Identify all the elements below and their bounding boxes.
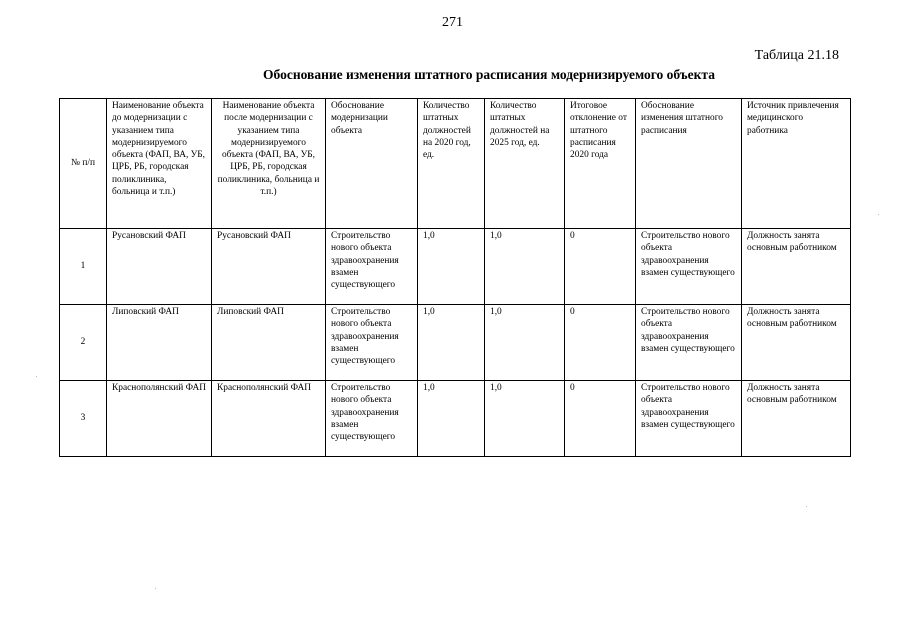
worker-source: Должность занята основным работником bbox=[742, 381, 851, 457]
modernization-reason: Строительство нового объекта здравоохранения взамен существующего bbox=[326, 305, 418, 381]
object-after: Липовский ФАП bbox=[212, 305, 326, 381]
staff-2025: 1,0 bbox=[485, 305, 565, 381]
worker-source: Должность занята основным работником bbox=[742, 305, 851, 381]
object-before: Липовский ФАП bbox=[107, 305, 212, 381]
page-number: 271 bbox=[442, 15, 463, 30]
staff-change-reason: Строительство нового объекта здравоохранения взамен существующего bbox=[636, 381, 742, 457]
object-before: Русановский ФАП bbox=[107, 229, 212, 305]
document-title: Обоснование изменения штатного расписания модернизируемого объекта bbox=[263, 67, 715, 82]
header-deviation: Итоговое отклонение от штатного расписания 2020 года bbox=[565, 99, 636, 229]
staff-2020: 1,0 bbox=[418, 229, 485, 305]
staff-2020: 1,0 bbox=[418, 305, 485, 381]
object-after: Краснополянский ФАП bbox=[212, 381, 326, 457]
table-row bbox=[60, 229, 851, 305]
header-row bbox=[60, 99, 851, 229]
table-row bbox=[60, 381, 851, 457]
header-staff-2025: Количество штатных должностей на 2025 год, ед. bbox=[485, 99, 565, 229]
staff-2020: 1,0 bbox=[418, 381, 485, 457]
row-number: 1 bbox=[60, 229, 107, 305]
header-modernization-reason: Обоснование модернизации объекта bbox=[326, 99, 418, 229]
staff-change-reason: Строительство нового объекта здравоохранения взамен существующего bbox=[636, 229, 742, 305]
staff-change-reason: Строительство нового объекта здравоохранения взамен существующего bbox=[636, 305, 742, 381]
scan-speck bbox=[36, 376, 37, 377]
deviation: 0 bbox=[565, 305, 636, 381]
object-before: Краснополянский ФАП bbox=[107, 381, 212, 457]
modernization-reason: Строительство нового объекта здравоохранения взамен существующего bbox=[326, 381, 418, 457]
deviation: 0 bbox=[565, 229, 636, 305]
scan-speck bbox=[806, 506, 807, 507]
deviation: 0 bbox=[565, 381, 636, 457]
staff-2025: 1,0 bbox=[485, 229, 565, 305]
row-number: 3 bbox=[60, 381, 107, 457]
worker-source: Должность занята основным работником bbox=[742, 229, 851, 305]
header-staff-2020: Количество штатных должностей на 2020 год, ед. bbox=[418, 99, 485, 229]
scan-speck bbox=[155, 588, 156, 589]
row-number: 2 bbox=[60, 305, 107, 381]
object-after: Русановский ФАП bbox=[212, 229, 326, 305]
header-staff-change-reason: Обоснование изменения штатного расписания bbox=[636, 99, 742, 229]
table-row bbox=[60, 305, 851, 381]
scan-speck bbox=[878, 214, 879, 215]
staff-2025: 1,0 bbox=[485, 381, 565, 457]
header-object-after: Наименование объекта после модернизации с указанием типа модернизируемого объекта (ФАП, ВА, УБ, ЦРБ, РБ, городская поликлиника, больница и т.п.) bbox=[212, 99, 326, 229]
header-worker-source: Источник привлечения медицинского работника bbox=[742, 99, 851, 229]
header-object-before: Наименование объекта до модернизации с указанием типа модернизируемого объекта (ФАП, ВА, УБ, ЦРБ, РБ, городская поликлиника, больница и т.п.) bbox=[107, 99, 212, 229]
header-num: № п/п bbox=[60, 99, 107, 229]
staffing-table bbox=[59, 98, 851, 457]
table-label: Таблица 21.18 bbox=[754, 48, 839, 63]
modernization-reason: Строительство нового объекта здравоохранения взамен существующего bbox=[326, 229, 418, 305]
